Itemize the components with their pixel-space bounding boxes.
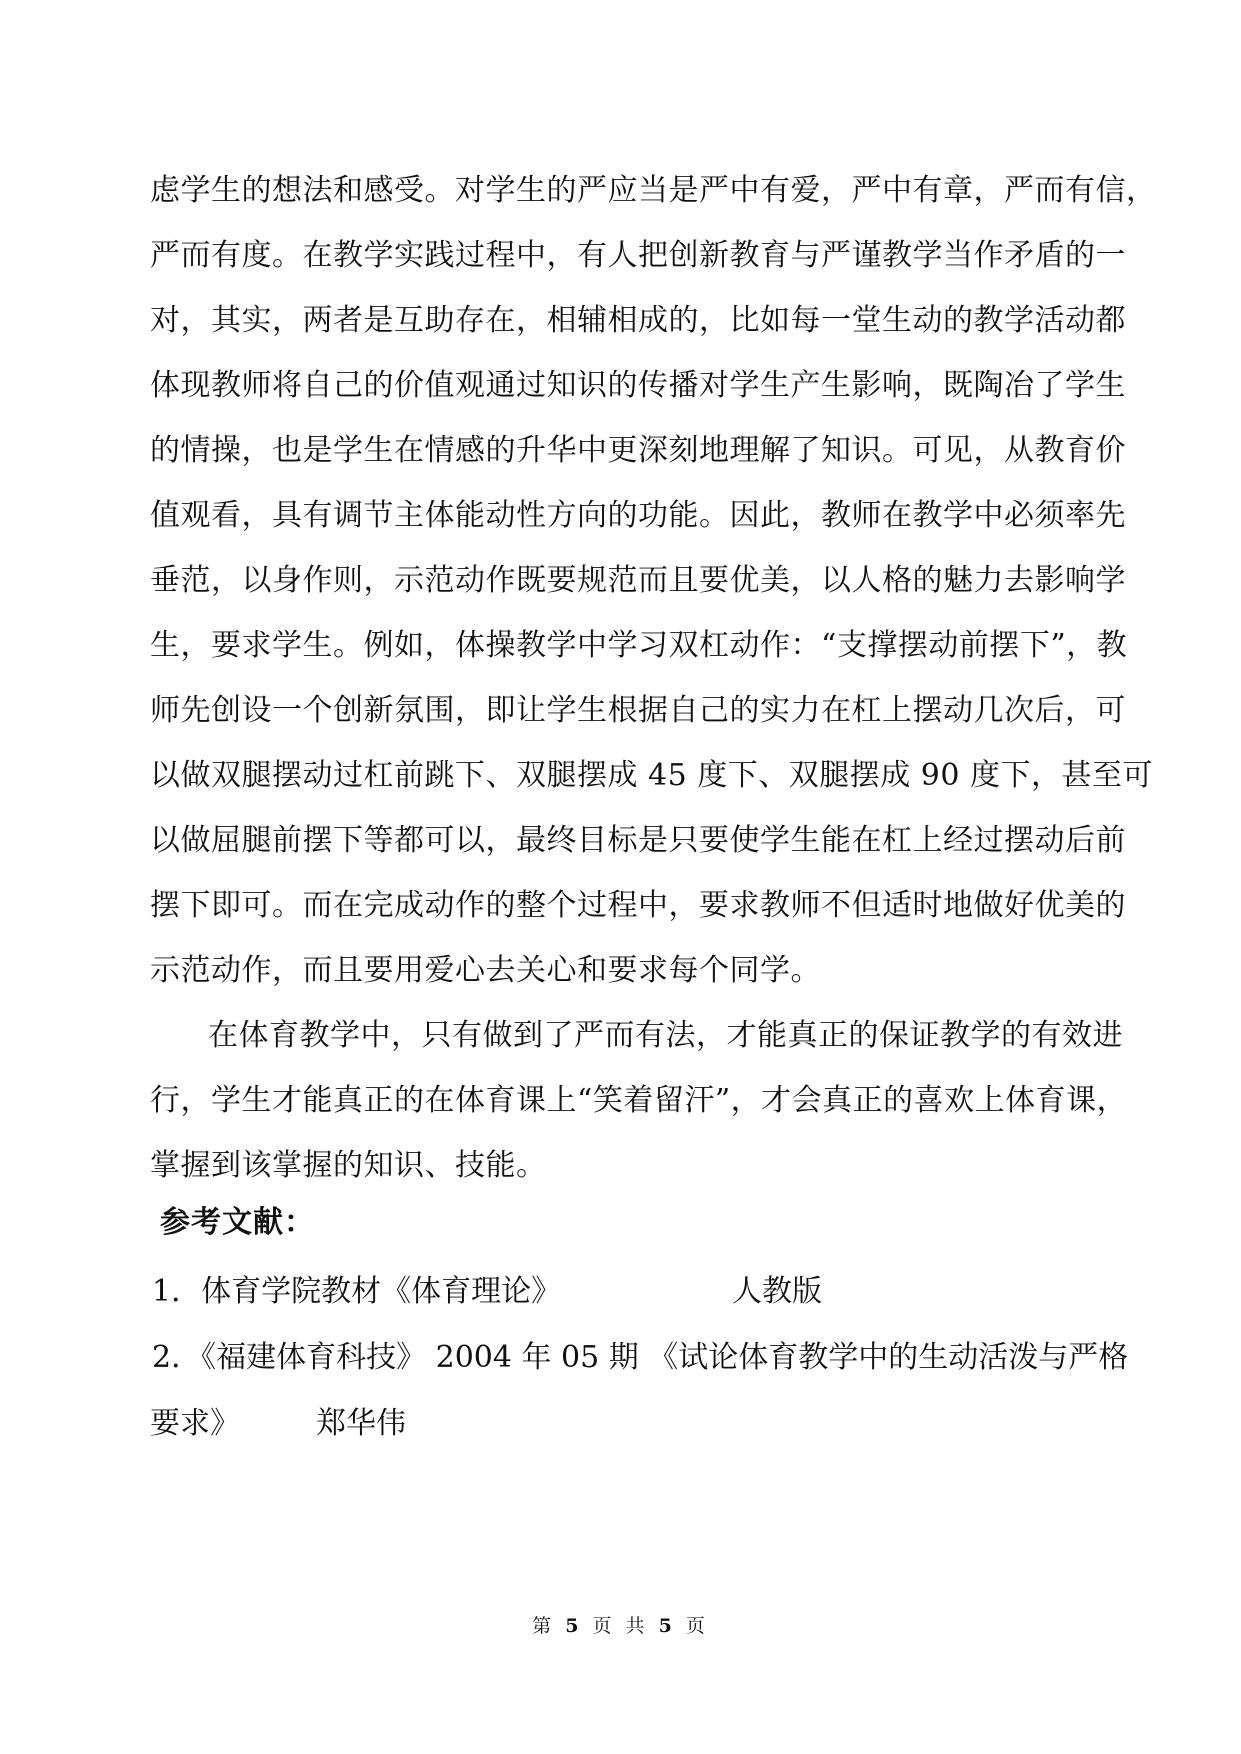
text-line: 以做双腿摆动过杠前跳下、双腿摆成 45 度下、双腿摆成 90 度下，甚至可 bbox=[150, 758, 1153, 793]
reference-2-line: 2．《福建体育科技》 2004 年 05 期 《试论体育教学中的生动活泼与严格 bbox=[152, 1340, 1129, 1375]
text-line: 对，其实，两者是互助存在，相辅相成的，比如每一堂生动的教学活动都 bbox=[150, 303, 1126, 338]
footer-suffix: 页 bbox=[685, 1615, 709, 1637]
conclusion-line: 行，学生才能真正的在体育课上“笑着留汗”，才会真正的喜欢上体育课， bbox=[150, 1083, 1128, 1118]
reference-2-line-end: 要求》 bbox=[150, 1406, 240, 1441]
reference-1-title: 1．体育学院教材《体育理论》 bbox=[152, 1274, 562, 1309]
reference-2-author: 郑华伟 bbox=[316, 1406, 406, 1441]
reference-item-2 bbox=[152, 1328, 1129, 1388]
footer-mid: 页 共 bbox=[592, 1615, 649, 1637]
text-line: 值观看，具有调节主体能动性方向的功能。因此，教师在教学中必须率先 bbox=[150, 498, 1126, 533]
reference-1-publisher: 人教版 bbox=[732, 1274, 822, 1309]
reference-item-2-continued bbox=[150, 1394, 406, 1454]
text-line: 的情操，也是学生在情感的升华中更深刻地理解了知识。可见，从教育价 bbox=[150, 433, 1126, 468]
conclusion-line: 在体育教学中，只有做到了严而有法，才能真正的保证教学的有效进 bbox=[208, 1018, 1123, 1053]
text-line: 严而有度。在教学实践过程中，有人把创新教育与严谨教学当作矛盾的一 bbox=[150, 238, 1126, 273]
current-page-number: 5 bbox=[565, 1615, 583, 1637]
references-heading: 参考文献： bbox=[160, 1205, 315, 1240]
text-line: 师先创设一个创新氛围，即让学生根据自己的实力在杠上摆动几次后，可 bbox=[150, 693, 1126, 728]
text-line: 垂范，以身作则，示范动作既要规范而且要优美，以人格的魅力去影响学 bbox=[150, 563, 1126, 598]
text-line: 摆下即可。而在完成动作的整个过程中，要求教师不但适时地做好优美的 bbox=[150, 888, 1126, 923]
text-line: 以做屈腿前摆下等都可以，最终目标是只要使学生能在杠上经过摆动后前 bbox=[150, 823, 1126, 858]
text-line: 示范动作，而且要用爱心去关心和要求每个同学。 bbox=[150, 953, 821, 988]
page-footer bbox=[0, 1614, 1241, 1638]
reference-item-1 bbox=[152, 1262, 822, 1322]
conclusion-line: 掌握到该掌握的知识、技能。 bbox=[150, 1148, 547, 1183]
total-page-count: 5 bbox=[658, 1615, 676, 1637]
text-line: 生，要求学生。例如，体操教学中学习双杠动作：“支撑摆动前摆下”，教 bbox=[150, 628, 1128, 663]
text-line: 虑学生的想法和感受。对学生的严应当是严中有爱，严中有章，严而有信， bbox=[150, 173, 1157, 208]
main-text bbox=[150, 158, 1157, 1198]
text-line: 体现教师将自己的价值观通过知识的传播对学生产生影响，既陶冶了学生 bbox=[150, 368, 1126, 403]
footer-prefix: 第 bbox=[532, 1615, 556, 1637]
